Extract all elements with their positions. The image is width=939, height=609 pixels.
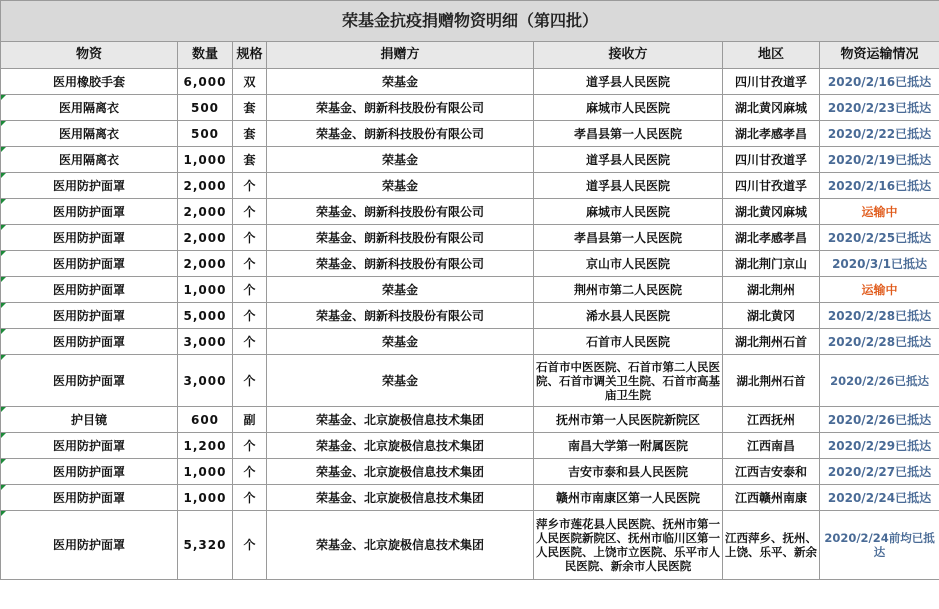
cell-recipient-text: 麻城市人民医院	[585, 204, 670, 219]
cell-recipient[interactable]	[534, 303, 723, 329]
cell-region-text: 江西抚州	[746, 412, 795, 427]
cell-item-text: 医用隔离衣	[58, 126, 119, 141]
cell-item[interactable]	[1, 147, 178, 173]
cell-qty[interactable]	[178, 121, 233, 147]
cell-unit-text: 副	[243, 412, 256, 427]
table-row	[1, 277, 939, 303]
cell-item[interactable]	[1, 303, 178, 329]
cell-region-text: 湖北荆州石首	[736, 373, 806, 388]
cell-region[interactable]	[723, 303, 820, 329]
header-recipient[interactable]: 接收方	[534, 42, 723, 69]
cell-recipient-text: 麻城市人民医院	[585, 100, 670, 115]
cell-donor-text: 荣基金、北京旋极信息技术集团	[315, 538, 484, 552]
cell-donor[interactable]	[267, 95, 534, 121]
cell-status-text: 2020/2/29已抵达	[827, 438, 932, 453]
cell-region[interactable]	[723, 95, 820, 121]
cell-recipient-text: 吉安市泰和县人民医院	[567, 464, 688, 479]
table-row	[1, 485, 939, 511]
cell-recipient[interactable]	[534, 95, 723, 121]
cell-qty[interactable]	[178, 485, 233, 511]
cell-region-text: 江西南昌	[746, 438, 795, 453]
header-qty[interactable]: 数量	[178, 42, 233, 69]
cell-status[interactable]	[820, 303, 939, 329]
cell-region[interactable]	[723, 147, 820, 173]
comment-marker-icon	[1, 329, 6, 334]
cell-donor-text: 荣基金、朗新科技股份有限公司	[315, 256, 484, 271]
cell-unit-text: 个	[243, 373, 256, 388]
cell-recipient-text: 赣州市南康区第一人民医院	[555, 490, 700, 505]
cell-item-text: 医用隔离衣	[58, 100, 119, 115]
cell-status[interactable]	[820, 433, 939, 459]
cell-region-text: 四川甘孜道孚	[734, 178, 807, 193]
cell-status-text: 2020/2/25已抵达	[827, 230, 932, 245]
cell-region-text: 湖北孝感孝昌	[734, 230, 807, 245]
cell-item-text: 医用防护面罩	[52, 178, 125, 193]
cell-unit-text: 个	[243, 256, 256, 271]
cell-donor-text: 荣基金	[381, 334, 418, 349]
cell-recipient[interactable]	[534, 485, 723, 511]
cell-status[interactable]	[820, 251, 939, 277]
table-row	[1, 303, 939, 329]
cell-status-text: 运输中	[861, 282, 898, 297]
cell-qty[interactable]	[178, 303, 233, 329]
cell-item[interactable]	[1, 121, 178, 147]
table-row	[1, 199, 939, 225]
comment-marker-icon	[1, 407, 6, 412]
table-row	[1, 407, 939, 433]
cell-donor[interactable]	[267, 303, 534, 329]
header-unit[interactable]: 规格	[233, 42, 267, 69]
cell-donor[interactable]	[267, 355, 534, 407]
comment-marker-icon	[1, 199, 6, 204]
cell-donor[interactable]	[267, 329, 534, 355]
cell-donor-text: 荣基金、朗新科技股份有限公司	[315, 100, 484, 115]
cell-status[interactable]	[820, 407, 939, 433]
table-row	[1, 147, 939, 173]
cell-donor[interactable]	[267, 277, 534, 303]
cell-unit[interactable]	[233, 355, 267, 407]
cell-unit[interactable]	[233, 329, 267, 355]
cell-qty[interactable]	[178, 95, 233, 121]
cell-unit-text: 个	[243, 464, 256, 479]
header-donor[interactable]: 捐赠方	[267, 42, 534, 69]
cell-region-text: 江西吉安泰和	[734, 464, 807, 479]
cell-region[interactable]	[723, 355, 820, 407]
table-row	[1, 355, 939, 407]
cell-donor[interactable]	[267, 251, 534, 277]
cell-item[interactable]	[1, 459, 178, 485]
comment-marker-icon	[1, 355, 6, 360]
cell-recipient[interactable]	[534, 173, 723, 199]
cell-item-text: 医用防护面罩	[52, 334, 125, 349]
cell-donor[interactable]	[267, 199, 534, 225]
cell-status[interactable]	[820, 147, 939, 173]
cell-item-text: 医用防护面罩	[52, 230, 125, 245]
cell-status[interactable]	[820, 69, 939, 95]
cell-unit[interactable]	[233, 173, 267, 199]
cell-status[interactable]	[820, 511, 939, 580]
table-row	[1, 459, 939, 485]
cell-item[interactable]	[1, 329, 178, 355]
cell-donor-text: 荣基金	[381, 373, 418, 388]
cell-recipient[interactable]	[534, 147, 723, 173]
cell-qty-text: 500	[190, 126, 220, 141]
cell-unit-text: 双	[243, 74, 256, 89]
cell-recipient[interactable]	[534, 433, 723, 459]
cell-qty-text: 6,000	[183, 74, 227, 89]
cell-unit[interactable]	[233, 225, 267, 251]
cell-item[interactable]	[1, 95, 178, 121]
cell-qty[interactable]	[178, 433, 233, 459]
cell-unit-text: 套	[243, 152, 256, 167]
cell-status[interactable]	[820, 355, 939, 407]
cell-unit-text: 个	[243, 230, 256, 245]
table-row	[1, 251, 939, 277]
cell-recipient[interactable]	[534, 121, 723, 147]
cell-region-text: 湖北荆州	[746, 282, 795, 297]
cell-donor[interactable]	[267, 433, 534, 459]
cell-region-text: 湖北孝感孝昌	[734, 126, 807, 141]
cell-donor[interactable]	[267, 459, 534, 485]
cell-status[interactable]	[820, 95, 939, 121]
cell-recipient-text: 萍乡市莲花县人民医院、抚州市第一人民医院新院区、抚州市临川区第一人民医院、上饶市立医院、乐平市人民医院、新余市人民医院	[536, 517, 720, 573]
cell-donor-text: 荣基金、北京旋极信息技术集团	[315, 490, 484, 505]
cell-donor[interactable]	[267, 511, 534, 580]
cell-recipient[interactable]	[534, 199, 723, 225]
cell-region-text: 湖北黄冈麻城	[734, 204, 807, 219]
cell-status-text: 2020/2/22已抵达	[827, 126, 932, 141]
cell-region[interactable]	[723, 225, 820, 251]
table-row	[1, 329, 939, 355]
cell-unit[interactable]	[233, 199, 267, 225]
cell-qty[interactable]	[178, 225, 233, 251]
cell-item-text: 医用防护面罩	[52, 204, 125, 219]
cell-status-text: 2020/2/24前均已抵达	[824, 531, 935, 559]
cell-recipient[interactable]	[534, 355, 723, 407]
cell-region-text: 湖北荆州石首	[734, 334, 807, 349]
cell-donor[interactable]	[267, 147, 534, 173]
cell-item-text: 医用防护面罩	[52, 256, 125, 271]
cell-unit-text: 个	[243, 538, 256, 552]
cell-qty-text: 5,320	[183, 538, 227, 552]
cell-unit-text: 个	[243, 438, 256, 453]
cell-donor-text: 荣基金、朗新科技股份有限公司	[315, 230, 484, 245]
cell-unit[interactable]	[233, 459, 267, 485]
cell-recipient[interactable]	[534, 511, 723, 580]
cell-status[interactable]	[820, 199, 939, 225]
cell-donor[interactable]	[267, 225, 534, 251]
cell-donor-text: 荣基金	[381, 152, 418, 167]
table-row	[1, 511, 939, 580]
cell-item-text: 医用防护面罩	[52, 282, 125, 297]
cell-item-text: 医用防护面罩	[52, 538, 125, 552]
cell-unit[interactable]	[233, 147, 267, 173]
cell-unit[interactable]	[233, 433, 267, 459]
table-row	[1, 69, 939, 95]
cell-unit[interactable]	[233, 407, 267, 433]
cell-region-text: 江西赣州南康	[734, 490, 807, 505]
cell-qty-text: 5,000	[183, 308, 227, 323]
cell-donor-text: 荣基金、朗新科技股份有限公司	[315, 204, 484, 219]
cell-recipient-text: 石首市人民医院	[585, 334, 670, 349]
cell-item[interactable]	[1, 485, 178, 511]
cell-qty[interactable]	[178, 251, 233, 277]
cell-qty-text: 1,200	[183, 438, 227, 453]
sheet-title[interactable]: 荣基金抗疫捐赠物资明细（第四批）	[1, 1, 939, 42]
cell-qty[interactable]	[178, 173, 233, 199]
cell-item-text: 医用防护面罩	[52, 308, 125, 323]
cell-recipient-text: 孝昌县第一人民医院	[573, 126, 682, 141]
cell-unit[interactable]	[233, 511, 267, 580]
cell-status-text: 2020/2/19已抵达	[827, 152, 932, 167]
cell-qty[interactable]	[178, 199, 233, 225]
cell-qty[interactable]	[178, 459, 233, 485]
cell-qty-text: 600	[190, 412, 220, 427]
cell-unit-text: 套	[243, 100, 256, 115]
cell-recipient[interactable]	[534, 251, 723, 277]
cell-region[interactable]	[723, 485, 820, 511]
cell-unit-text: 套	[243, 126, 256, 141]
header-row	[1, 42, 939, 69]
cell-item-text: 医用防护面罩	[52, 373, 125, 388]
cell-donor-text: 荣基金	[381, 178, 418, 193]
cell-item[interactable]	[1, 225, 178, 251]
cell-qty-text: 3,000	[183, 334, 227, 349]
cell-recipient-text: 孝昌县第一人民医院	[573, 230, 682, 245]
comment-marker-icon	[1, 459, 6, 464]
cell-status[interactable]	[820, 121, 939, 147]
cell-item[interactable]	[1, 173, 178, 199]
cell-unit[interactable]	[233, 251, 267, 277]
cell-status-text: 运输中	[861, 204, 898, 219]
cell-recipient[interactable]	[534, 69, 723, 95]
cell-region[interactable]	[723, 121, 820, 147]
cell-region[interactable]	[723, 511, 820, 580]
cell-unit[interactable]	[233, 95, 267, 121]
cell-unit-text: 个	[243, 334, 256, 349]
cell-qty-text: 500	[190, 100, 220, 115]
cell-region-text: 江西萍乡、抚州、上饶、乐平、新余	[725, 531, 817, 559]
cell-status-text: 2020/2/16已抵达	[827, 178, 932, 193]
cell-item[interactable]	[1, 407, 178, 433]
cell-donor[interactable]	[267, 69, 534, 95]
cell-status[interactable]	[820, 173, 939, 199]
comment-marker-icon	[1, 225, 6, 230]
comment-marker-icon	[1, 251, 6, 256]
header-status[interactable]: 物资运输情况	[820, 42, 939, 69]
cell-item[interactable]	[1, 199, 178, 225]
cell-donor-text: 荣基金、北京旋极信息技术集团	[315, 464, 484, 479]
cell-item-text: 护目镜	[70, 412, 107, 427]
cell-status-text: 2020/2/28已抵达	[827, 334, 932, 349]
cell-recipient-text: 道孚县人民医院	[585, 74, 670, 89]
cell-donor-text: 荣基金、北京旋极信息技术集团	[315, 412, 484, 427]
cell-unit-text: 个	[243, 490, 256, 505]
cell-donor-text: 荣基金、朗新科技股份有限公司	[315, 126, 484, 141]
cell-item[interactable]	[1, 251, 178, 277]
comment-marker-icon	[1, 173, 6, 178]
cell-status-text: 2020/2/27已抵达	[827, 464, 932, 479]
comment-marker-icon	[1, 121, 6, 126]
cell-qty-text: 1,000	[183, 464, 227, 479]
cell-recipient-text: 荆州市第二人民医院	[573, 282, 682, 297]
cell-recipient-text: 石首市中医医院、石首市第二人民医院、石首市调关卫生院、石首市高基庙卫生院	[536, 359, 720, 402]
cell-recipient[interactable]	[534, 225, 723, 251]
cell-item[interactable]	[1, 433, 178, 459]
table-row	[1, 95, 939, 121]
cell-unit[interactable]	[233, 277, 267, 303]
cell-region[interactable]	[723, 407, 820, 433]
cell-item[interactable]	[1, 511, 178, 580]
cell-recipient-text: 京山市人民医院	[585, 256, 670, 271]
cell-unit-text: 个	[243, 282, 256, 297]
cell-donor-text: 荣基金、北京旋极信息技术集团	[315, 438, 484, 453]
cell-unit[interactable]	[233, 485, 267, 511]
cell-qty[interactable]	[178, 355, 233, 407]
cell-donor[interactable]	[267, 173, 534, 199]
cell-status-text: 2020/2/24已抵达	[827, 490, 932, 505]
cell-item[interactable]	[1, 69, 178, 95]
title-row	[1, 1, 939, 42]
cell-recipient[interactable]	[534, 407, 723, 433]
cell-qty-text: 3,000	[183, 373, 227, 388]
cell-region[interactable]	[723, 433, 820, 459]
cell-qty[interactable]	[178, 147, 233, 173]
header-item[interactable]: 物资	[1, 42, 178, 69]
cell-qty-text: 1,000	[183, 282, 227, 297]
table-row	[1, 225, 939, 251]
cell-unit-text: 个	[243, 308, 256, 323]
cell-qty-text: 2,000	[183, 178, 227, 193]
cell-recipient-text: 浠水县人民医院	[585, 308, 670, 323]
cell-recipient[interactable]	[534, 459, 723, 485]
cell-status[interactable]	[820, 485, 939, 511]
table-row	[1, 173, 939, 199]
cell-recipient-text: 道孚县人民医院	[585, 178, 670, 193]
cell-region[interactable]	[723, 173, 820, 199]
comment-marker-icon	[1, 485, 6, 490]
cell-region-text: 湖北黄冈	[746, 308, 795, 323]
table-row	[1, 121, 939, 147]
cell-item-text: 医用隔离衣	[58, 152, 119, 167]
cell-status-text: 2020/2/23已抵达	[827, 100, 932, 115]
cell-qty-text: 2,000	[183, 204, 227, 219]
cell-qty[interactable]	[178, 277, 233, 303]
cell-recipient-text: 南昌大学第一附属医院	[567, 438, 688, 453]
cell-donor-text: 荣基金	[381, 74, 418, 89]
cell-qty[interactable]	[178, 407, 233, 433]
cell-region-text: 湖北荆门京山	[734, 256, 807, 271]
cell-region[interactable]	[723, 251, 820, 277]
cell-status-text: 2020/2/16已抵达	[827, 74, 932, 89]
cell-status-text: 2020/2/28已抵达	[827, 308, 932, 323]
cell-qty-text: 1,000	[183, 152, 227, 167]
comment-marker-icon	[1, 511, 6, 516]
cell-unit[interactable]	[233, 303, 267, 329]
cell-donor-text: 荣基金、朗新科技股份有限公司	[315, 308, 484, 323]
cell-qty-text: 1,000	[183, 490, 227, 505]
cell-item[interactable]	[1, 355, 178, 407]
cell-unit-text: 个	[243, 178, 256, 193]
cell-region[interactable]	[723, 459, 820, 485]
cell-status-text: 2020/3/1已抵达	[832, 256, 927, 271]
cell-recipient-text: 抚州市第一人民医院新院区	[555, 412, 700, 427]
cell-recipient-text: 道孚县人民医院	[585, 152, 670, 167]
cell-region[interactable]	[723, 329, 820, 355]
cell-recipient[interactable]	[534, 277, 723, 303]
cell-status-text: 2020/2/26已抵达	[827, 412, 932, 427]
cell-donor[interactable]	[267, 407, 534, 433]
comment-marker-icon	[1, 433, 6, 438]
comment-marker-icon	[1, 303, 6, 308]
cell-recipient[interactable]	[534, 329, 723, 355]
header-region[interactable]: 地区	[723, 42, 820, 69]
cell-qty-text: 2,000	[183, 256, 227, 271]
cell-item-text: 医用防护面罩	[52, 490, 125, 505]
cell-region-text: 湖北黄冈麻城	[734, 100, 807, 115]
cell-status[interactable]	[820, 225, 939, 251]
cell-item[interactable]	[1, 277, 178, 303]
cell-status-text: 2020/2/26已抵达	[830, 373, 929, 388]
comment-marker-icon	[1, 147, 6, 152]
cell-unit[interactable]	[233, 121, 267, 147]
cell-region-text: 四川甘孜道孚	[734, 152, 807, 167]
table-row	[1, 433, 939, 459]
cell-status[interactable]	[820, 277, 939, 303]
cell-region-text: 四川甘孜道孚	[734, 74, 807, 89]
cell-qty[interactable]	[178, 69, 233, 95]
cell-unit-text: 个	[243, 204, 256, 219]
cell-status[interactable]	[820, 329, 939, 355]
cell-donor-text: 荣基金	[381, 282, 418, 297]
cell-region[interactable]	[723, 199, 820, 225]
cell-qty[interactable]	[178, 329, 233, 355]
cell-item-text: 医用防护面罩	[52, 464, 125, 479]
cell-unit[interactable]	[233, 69, 267, 95]
comment-marker-icon	[1, 95, 6, 100]
comment-marker-icon	[1, 277, 6, 282]
cell-region[interactable]	[723, 277, 820, 303]
cell-donor[interactable]	[267, 485, 534, 511]
cell-item-text: 医用橡胶手套	[52, 74, 125, 89]
cell-status[interactable]	[820, 459, 939, 485]
cell-region[interactable]	[723, 69, 820, 95]
cell-donor[interactable]	[267, 121, 534, 147]
cell-qty[interactable]	[178, 511, 233, 580]
cell-qty-text: 2,000	[183, 230, 227, 245]
cell-item-text: 医用防护面罩	[52, 438, 125, 453]
